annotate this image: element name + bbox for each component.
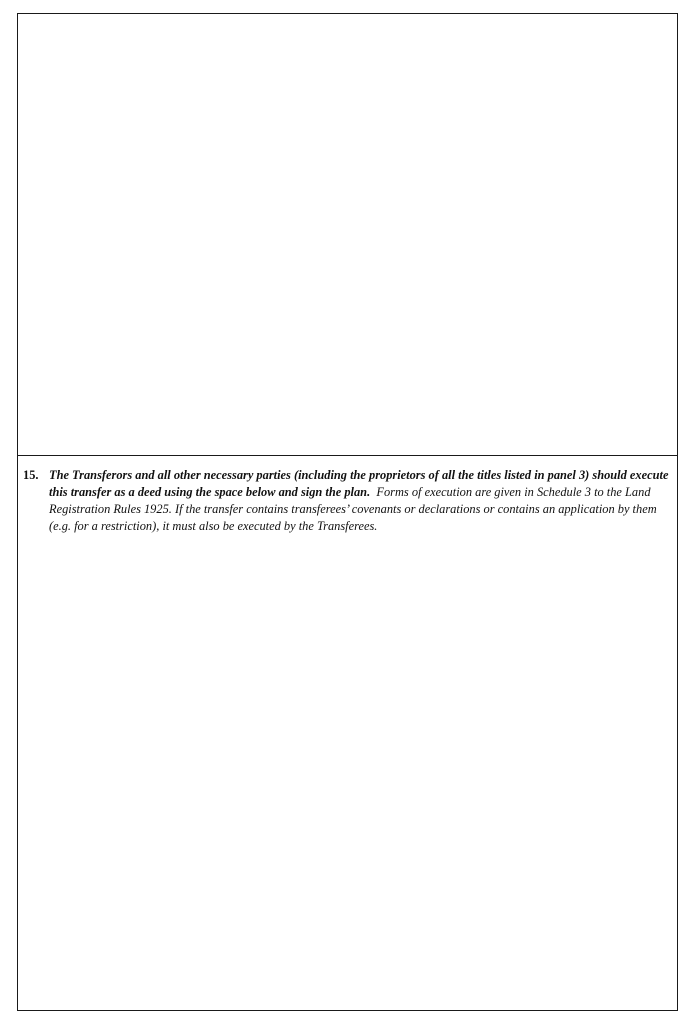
- upper-panel-blank: [18, 14, 677, 455]
- execution-signature-space[interactable]: [18, 547, 677, 1010]
- execution-note: Forms of execution are given in Schedule 3 to the Land Registration Rules 1925. If the transfer contains transferees’ covenants or declarations or contains an application by them (e.g. for a restriction), it must also be executed by the Transferees.: [49, 485, 657, 533]
- panel-divider: [18, 455, 677, 456]
- panel-15-execution: [18, 457, 677, 1010]
- panel-15-instructions: [23, 467, 671, 535]
- panel-number: 15.: [23, 468, 39, 482]
- form-page-frame: [17, 13, 678, 1011]
- execution-instruction: The Transferors and all other necessary parties (including the proprietors of all the titles listed in panel 3) should execute this transfer as a deed using the space below and sign the plan.: [49, 468, 669, 499]
